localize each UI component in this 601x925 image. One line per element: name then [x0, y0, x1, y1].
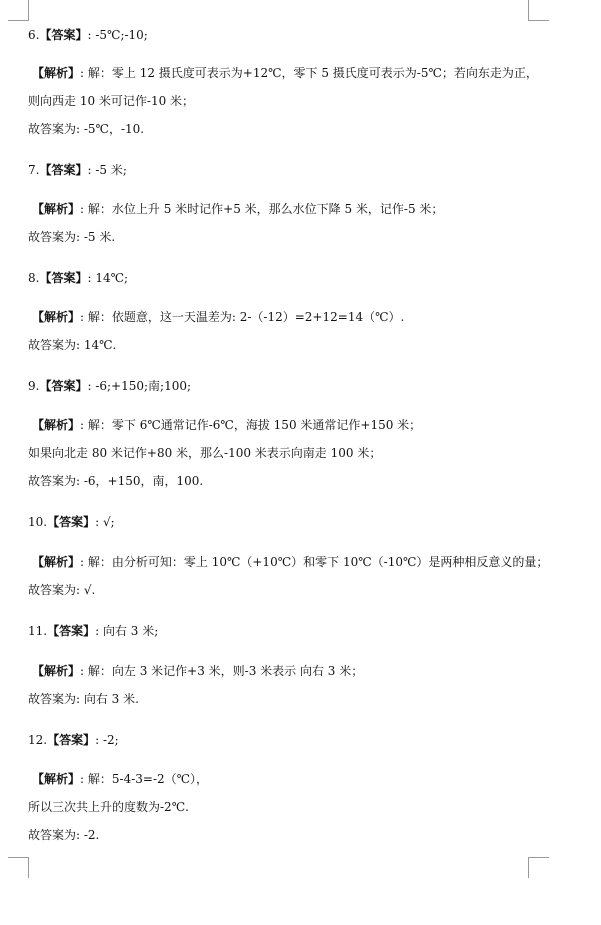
answer-tag: 【答案】	[47, 733, 96, 747]
analysis-line-9-2	[28, 445, 588, 461]
analysis-line-6-2	[28, 93, 588, 109]
answer-line-10	[28, 514, 588, 530]
conclusion-line-11	[28, 691, 588, 707]
answer-line-12	[28, 732, 588, 748]
question-number: 8.	[28, 271, 40, 285]
answer-text: : √;	[95, 515, 115, 529]
answer-text: : -6;+150;南;100;	[87, 379, 192, 393]
conclusion-text: 故答案为: -6，+150，南，100.	[28, 474, 204, 488]
analysis-text: : 解：向左 3 米记作+3 米，则-3 米表示 向右 3 米；	[80, 664, 364, 678]
corner-mark-bottom-left	[8, 857, 29, 878]
analysis-line-12-2	[28, 799, 588, 815]
analysis-line-7-1	[32, 201, 592, 217]
analysis-text: : 解：水位上升 5 米时记作+5 米，那么水位下降 5 米，记作-5 米；	[80, 202, 444, 216]
analysis-text: : 解：依题意，这一天温差为: 2-（-12）=2+12=14（℃）.	[80, 310, 405, 324]
question-number: 6.	[28, 28, 40, 42]
analysis-tag: 【解析】	[32, 772, 81, 786]
analysis-tag: 【解析】	[32, 66, 81, 80]
conclusion-text: 故答案为: √.	[28, 583, 96, 597]
answer-tag: 【答案】	[47, 624, 96, 638]
analysis-tag: 【解析】	[32, 664, 81, 678]
analysis-text: : 解：零上 12 摄氏度可表示为+12℃，零下 5 摄氏度可表示为-5℃；若向东走为正，	[80, 66, 538, 80]
conclusion-line-12	[28, 827, 588, 843]
conclusion-text: 故答案为: 14℃.	[28, 338, 117, 352]
analysis-tag: 【解析】	[32, 418, 81, 432]
conclusion-text: 故答案为: 向右 3 米.	[28, 692, 139, 706]
answer-text: : -2;	[95, 733, 119, 747]
analysis-line-6-1	[32, 65, 592, 81]
analysis-line-8-1	[32, 309, 592, 325]
analysis-text: : 解：零下 6℃通常记作-6℃，海拔 150 米通常记作+150 米；	[80, 418, 422, 432]
corner-mark-top-right	[528, 0, 549, 21]
answer-text: : -5 米;	[87, 163, 127, 177]
conclusion-text: 故答案为: -5℃，-10.	[28, 122, 145, 136]
analysis-text: : 解：5-4-3=-2（℃），	[80, 772, 209, 786]
question-number: 10.	[28, 515, 48, 529]
analysis-tag: 【解析】	[32, 202, 81, 216]
analysis-text: : 解：由分析可知：零上 10℃（+10℃）和零下 10℃（-10℃）是两种相反意义的量；	[80, 555, 549, 569]
answer-line-6	[28, 27, 588, 43]
conclusion-line-10	[28, 582, 588, 598]
answer-tag: 【答案】	[47, 515, 96, 529]
answer-tag: 【答案】	[39, 271, 88, 285]
conclusion-line-7	[28, 229, 588, 245]
answer-tag: 【答案】	[39, 379, 88, 393]
answer-tag: 【答案】	[39, 28, 88, 42]
analysis-text: 所以三次共上升的度数为-2℃.	[28, 800, 189, 814]
answer-line-11	[28, 623, 588, 639]
question-number: 11.	[28, 624, 48, 638]
analysis-tag: 【解析】	[32, 310, 81, 324]
question-number: 9.	[28, 379, 40, 393]
conclusion-text: 故答案为: -5 米.	[28, 230, 116, 244]
analysis-line-9-1	[32, 417, 592, 433]
analysis-line-10-1	[32, 554, 592, 570]
conclusion-line-9	[28, 473, 588, 489]
conclusion-line-6	[28, 121, 588, 137]
answer-text: : 向右 3 米;	[95, 624, 159, 638]
analysis-text: 则向西走 10 米可记作-10 米；	[28, 94, 195, 108]
corner-mark-bottom-right	[528, 857, 549, 878]
conclusion-text: 故答案为: -2.	[28, 828, 100, 842]
corner-mark-top-left	[8, 0, 29, 21]
analysis-text: 如果向北走 80 米记作+80 米，那么-100 米表示向南走 100 米；	[28, 446, 382, 460]
analysis-line-11-1	[32, 663, 592, 679]
question-number: 12.	[28, 733, 48, 747]
conclusion-line-8	[28, 337, 588, 353]
answer-line-7	[28, 162, 588, 178]
question-number: 7.	[28, 163, 40, 177]
answer-line-8	[28, 270, 588, 286]
answer-line-9	[28, 378, 588, 394]
answer-tag: 【答案】	[39, 163, 88, 177]
answer-text: : -5℃;-10;	[87, 28, 148, 42]
analysis-line-12-1	[32, 771, 592, 787]
answer-text: : 14℃;	[87, 271, 129, 285]
analysis-tag: 【解析】	[32, 555, 81, 569]
